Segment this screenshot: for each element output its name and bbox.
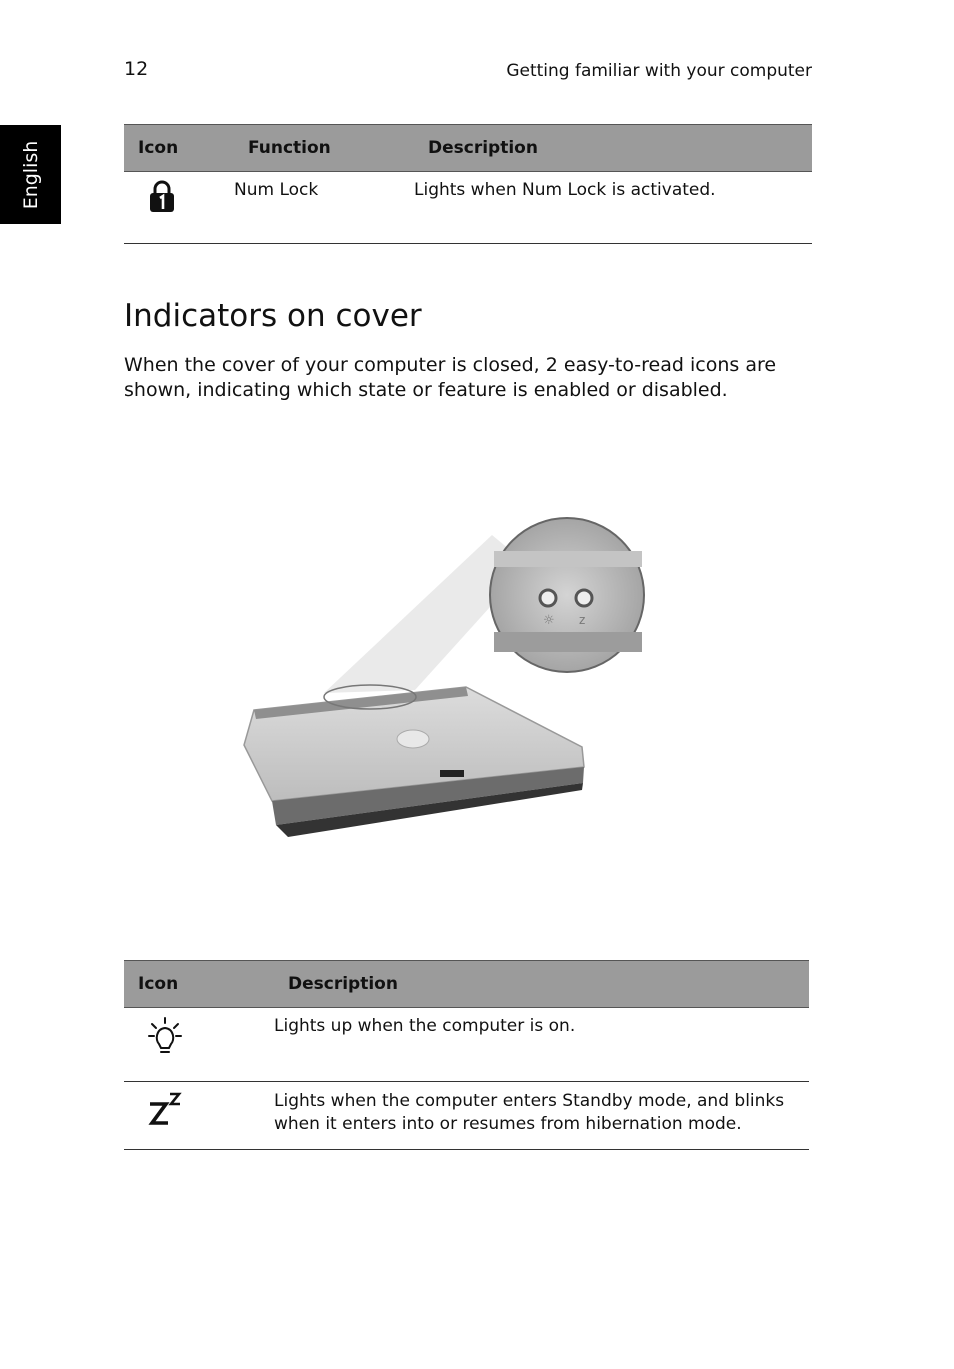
svg-text:z: z — [579, 613, 586, 627]
description-cell: Lights when Num Lock is activated. — [414, 172, 812, 244]
section-title: Indicators on cover — [124, 298, 422, 334]
num-lock-icon — [148, 180, 176, 214]
language-tab — [0, 125, 61, 224]
header-description: Description — [414, 125, 812, 172]
icon-cell — [124, 1008, 274, 1082]
svg-text:☼: ☼ — [543, 613, 555, 628]
language-tab-label: English — [19, 140, 42, 209]
cover-indicators-table — [124, 960, 809, 1150]
header-description: Description — [274, 961, 809, 1008]
laptop-cover-figure — [230, 515, 650, 845]
table-row — [124, 1008, 809, 1082]
table-row — [124, 172, 812, 244]
icon-cell — [124, 1082, 274, 1150]
laptop-illustration — [230, 515, 650, 845]
function-cell: Num Lock — [234, 172, 414, 244]
table-row — [124, 1082, 809, 1150]
description-cell: Lights when the computer enters Standby mode, and blinks when it enters into or resumes from hibernation mode. — [274, 1082, 809, 1150]
power-light-icon — [148, 1016, 182, 1056]
header-icon: Icon — [124, 125, 234, 172]
page-number: 12 — [124, 58, 149, 80]
num-lock-table — [124, 124, 812, 244]
section-body: When the cover of your computer is closed, 2 easy-to-read icons are shown, indicating which state or feature is enabled or disabled. — [124, 354, 777, 401]
header-function: Function — [234, 125, 414, 172]
icon-cell — [124, 172, 234, 244]
description-cell: Lights up when the computer is on. — [274, 1008, 809, 1082]
running-header: Getting familiar with your computer — [506, 61, 812, 81]
standby-zz-icon — [148, 1090, 182, 1128]
header-icon: Icon — [124, 961, 274, 1008]
